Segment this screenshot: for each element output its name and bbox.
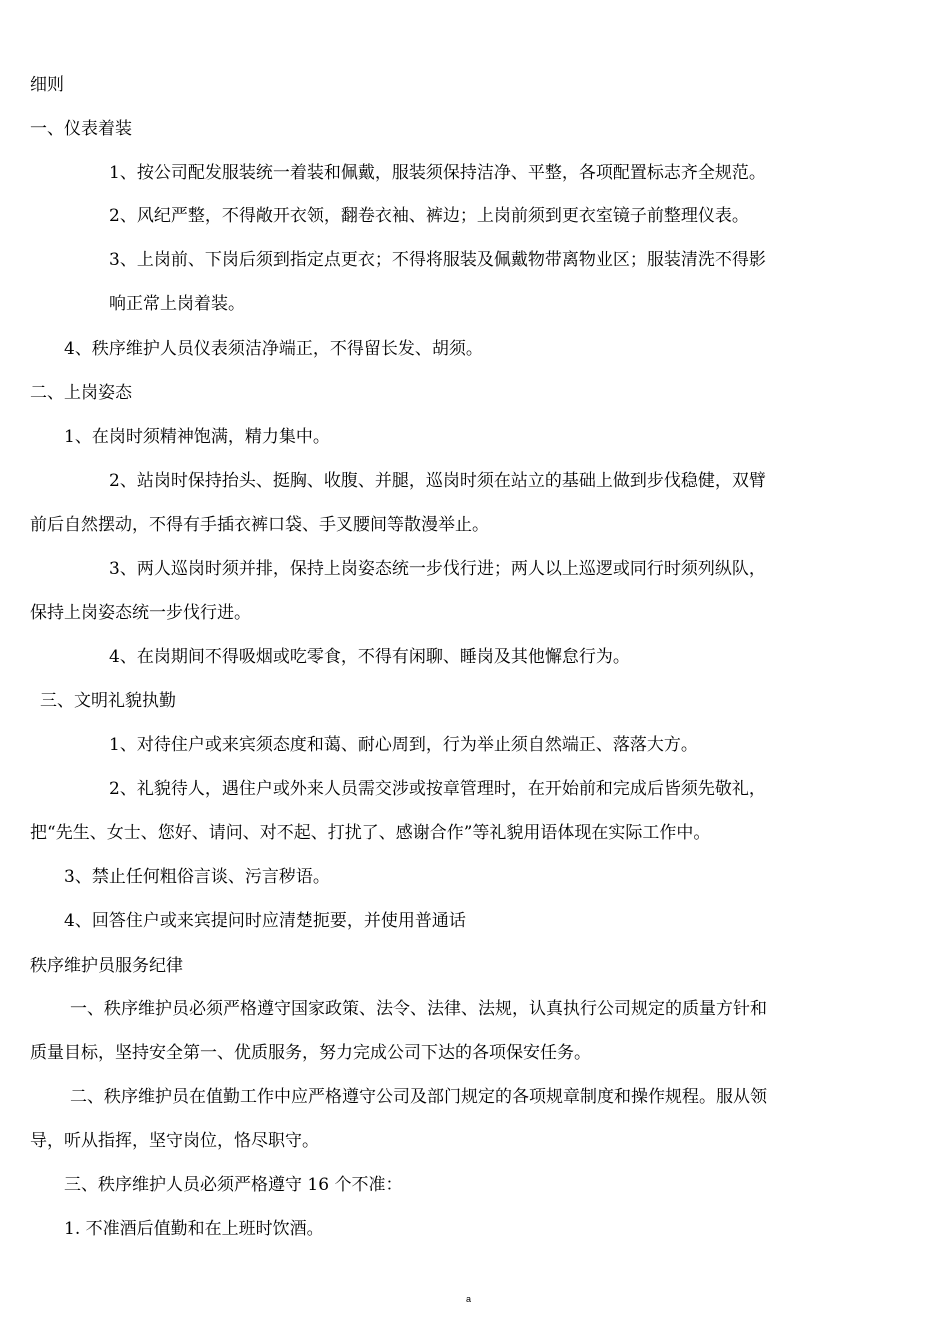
doc-line: 前后自然摆动，不得有手插衣裤口袋、手叉腰间等散漫举止。 [30, 515, 489, 535]
doc-line: 1、在岗时须精神饱满，精力集中。 [64, 427, 330, 447]
doc-line-heading-3: 三、文明礼貌执勤 [40, 691, 176, 711]
doc-line: 1. 不准酒后值勤和在上班时饮酒。 [64, 1219, 324, 1239]
doc-line: 响正常上岗着装。 [109, 294, 245, 314]
doc-line: 1、按公司配发服装统一着装和佩戴，服装须保持洁净、平整，各项配置标志齐全规范。 [109, 163, 766, 183]
doc-line: 一、秩序维护员必须严格遵守国家政策、法令、法律、法规，认真执行公司规定的质量方针和 [70, 999, 767, 1019]
doc-line: 1、对待住户或来宾须态度和蔼、耐心周到，行为举止须自然端正、落落大方。 [109, 735, 698, 755]
doc-line: 三、秩序维护人员必须严格遵守 16 个不准： [64, 1175, 403, 1195]
doc-line: 3、禁止任何粗俗言谈、污言秽语。 [64, 867, 330, 887]
doc-line: 保持上岗姿态统一步伐行进。 [30, 603, 251, 623]
doc-line: 2、站岗时保持抬头、挺胸、收腹、并腿，巡岗时须在站立的基础上做到步伐稳健，双臂 [109, 471, 766, 491]
doc-line: 4、秩序维护人员仪表须洁净端正，不得留长发、胡须。 [64, 339, 483, 359]
doc-line: 4、在岗期间不得吸烟或吃零食，不得有闲聊、睡岗及其他懈怠行为。 [109, 647, 630, 667]
doc-line: 2、风纪严整，不得敞开衣领，翻卷衣袖、裤边；上岗前须到更衣室镜子前整理仪表。 [109, 206, 749, 226]
doc-line: 2、礼貌待人，遇住户或外来人员需交涉或按章管理时，在开始前和完成后皆须先敬礼， [109, 779, 766, 799]
doc-line: 导，听从指挥，坚守岗位，恪尽职守。 [30, 1131, 319, 1151]
doc-line-title: 细则 [30, 75, 64, 95]
doc-line: 二、秩序维护员在值勤工作中应严格遵守公司及部门规定的各项规章制度和操作规程。服从领 [70, 1087, 767, 1107]
doc-line: 把“先生、女士、您好、请问、对不起、打扰了、感谢合作”等礼貌用语体现在实际工作中。 [30, 823, 711, 843]
doc-line: 3、两人巡岗时须并排，保持上岗姿态统一步伐行进；两人以上巡逻或同行时须列纵队， [109, 559, 766, 579]
doc-line: 3、上岗前、下岗后须到指定点更衣；不得将服装及佩戴物带离物业区；服装清洗不得影 [109, 250, 766, 270]
doc-line: 质量目标，坚持安全第一、优质服务，努力完成公司下达的各项保安任务。 [30, 1043, 591, 1063]
doc-line-section-title: 秩序维护员服务纪律 [30, 956, 183, 976]
footer-mark: a [466, 1294, 472, 1304]
doc-line-heading-1: 一、仪表着装 [30, 119, 132, 139]
doc-line: 4、回答住户或来宾提问时应清楚扼要，并使用普通话 [64, 911, 466, 931]
doc-line-heading-2: 二、上岗姿态 [30, 383, 132, 403]
